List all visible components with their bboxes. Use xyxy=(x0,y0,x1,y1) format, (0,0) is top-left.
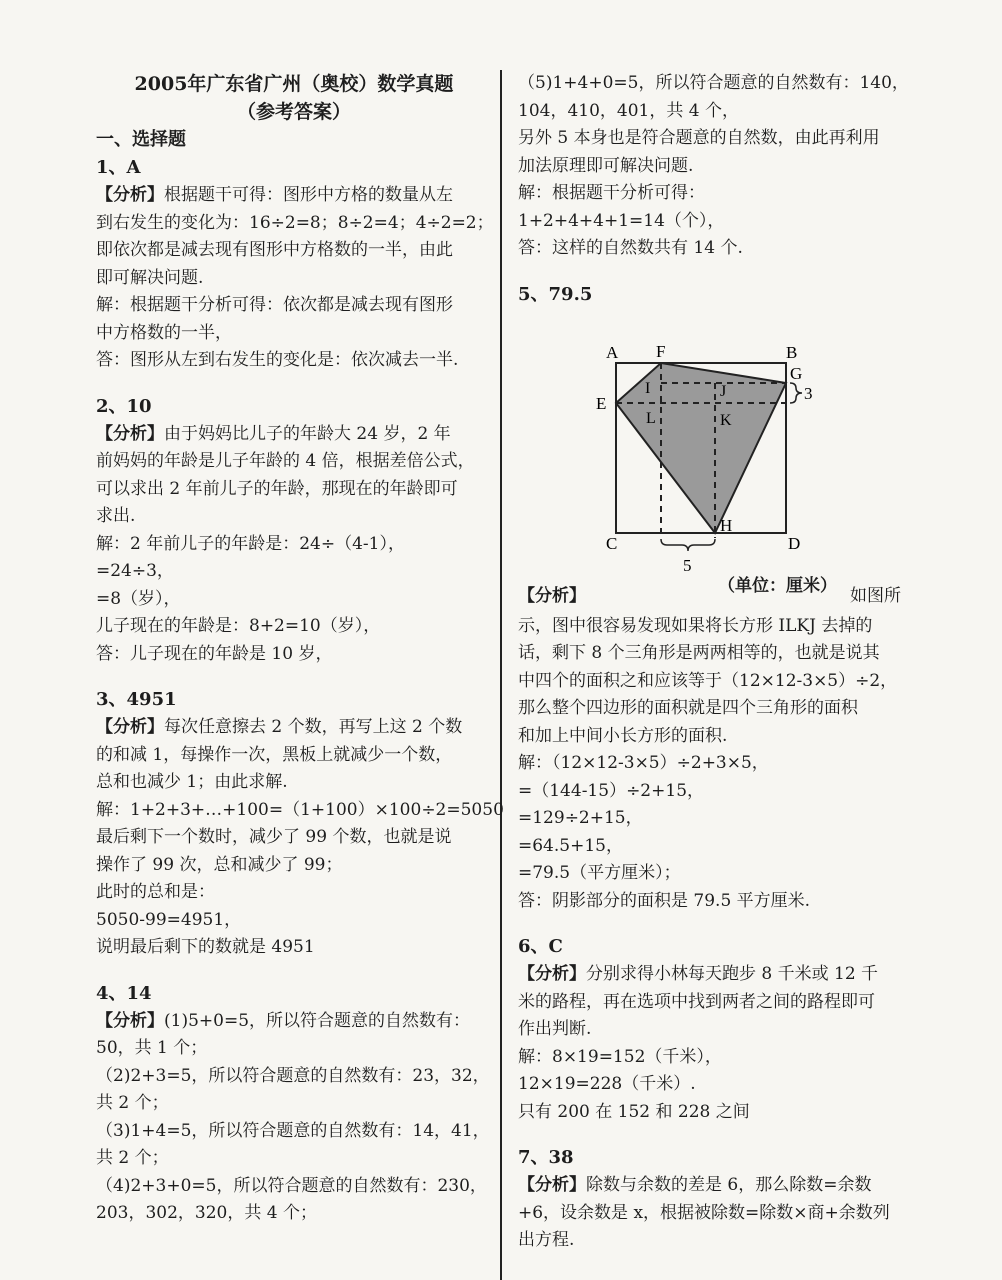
analysis-tag: 【分析】 xyxy=(96,423,164,444)
question-5-heading: 5、79.5 xyxy=(518,283,593,305)
text-line xyxy=(518,208,913,236)
text-line xyxy=(518,778,913,806)
page-subtitle: （参考答案） xyxy=(236,101,351,123)
text-line xyxy=(518,833,913,861)
line-text: 1+2+4+4+1=14（个）， xyxy=(518,210,725,231)
line-text: 答：阴影部分的面积是 79.5 平方厘米. xyxy=(518,890,811,911)
text-line xyxy=(518,1099,913,1127)
line-text: 104，410，401，共 4 个， xyxy=(518,100,739,121)
line-text: 的和减 1，每操作一次，黑板上就减少一个数， xyxy=(96,744,453,765)
text-line xyxy=(96,320,492,348)
line-text: =64.5+15， xyxy=(518,835,623,856)
text-line xyxy=(518,1044,913,1072)
line-text: 示，图中很容易发现如果将长方形 ILKJ 去掉的 xyxy=(518,615,873,636)
line-text: 儿子现在的年龄是：8+2=10（岁）， xyxy=(96,616,381,636)
text-line xyxy=(96,934,492,962)
brace-5 xyxy=(661,539,715,551)
question-4-heading: 4、14 xyxy=(96,982,152,1004)
line-text: (1)5+0=5，所以符合题意的自然数有： xyxy=(164,1010,471,1031)
label-h: H xyxy=(720,515,733,535)
brace-3 xyxy=(790,383,802,403)
text-line xyxy=(96,879,492,907)
text-line xyxy=(518,1172,913,1200)
label-l: L xyxy=(646,409,656,427)
text-line xyxy=(96,1090,492,1118)
label-g: G xyxy=(790,363,803,383)
text-line xyxy=(96,1145,492,1173)
square-diagram xyxy=(518,313,913,613)
line-text: 即依次都是减去现有图形中方格数的一半，由此 xyxy=(96,240,453,260)
text-line xyxy=(518,888,913,916)
question-5-body xyxy=(518,613,913,916)
figure-unit-label: （单位：厘米） xyxy=(718,575,837,596)
text-line xyxy=(518,153,913,181)
question-6-body xyxy=(518,961,913,1126)
line-text: 和加上中间小长方形的面积. xyxy=(518,725,728,746)
line-text: 到右发生的变化为：16÷2=8；8÷2=4；4÷2=2； xyxy=(96,212,494,233)
line-text: 5050-99=4951， xyxy=(96,909,242,930)
text-line xyxy=(96,641,492,669)
label-k: K xyxy=(720,411,732,429)
text-line xyxy=(518,1227,913,1255)
text-line xyxy=(518,860,913,888)
line-text: （4)2+3+0=5，所以符合题意的自然数有：230， xyxy=(96,1175,487,1196)
line-text: 米的路程，再在选项中找到两者之间的路程即可 xyxy=(518,991,875,1012)
text-line xyxy=(96,292,492,320)
line-text: 可以求出 2 年前儿子的年龄，那现在的年龄即可 xyxy=(96,478,458,499)
text-line xyxy=(96,1008,492,1036)
figure-analysis-tag: 【分析】 xyxy=(518,585,586,606)
text-line xyxy=(96,1200,492,1228)
line-text: 加法原理即可解决问题. xyxy=(518,155,694,176)
text-line xyxy=(96,824,492,852)
line-text: 除数与余数的差是 6，那么除数=余数 xyxy=(586,1175,872,1195)
question-3-body xyxy=(96,714,504,962)
line-text: 出方程. xyxy=(518,1230,575,1250)
question-4-continued-body xyxy=(518,70,913,263)
line-text: 另外 5 本身也是符合题意的自然数，由此再利用 xyxy=(518,128,880,148)
label-e: E xyxy=(596,393,607,413)
line-text: +6，设余数是 x，根据被除数=除数×商+余数列 xyxy=(518,1202,890,1223)
text-line xyxy=(518,989,913,1017)
line-text: 求出. xyxy=(96,506,136,526)
line-text: 总和也减少 1；由此求解. xyxy=(96,772,288,792)
line-text: 答：图形从左到右发生的变化是：依次减去一半. xyxy=(96,350,459,370)
text-line xyxy=(96,347,492,375)
line-text: =8（岁）， xyxy=(96,588,181,609)
line-text: （2)2+3=5，所以符合题意的自然数有：23，32， xyxy=(96,1065,490,1086)
text-line xyxy=(518,695,913,723)
section-heading: 一、选择题 xyxy=(96,129,186,150)
line-text: （5)1+4+0=5，所以符合题意的自然数有：140， xyxy=(518,73,909,93)
dimension-5: 5 xyxy=(683,555,692,575)
analysis-tag: 【分析】 xyxy=(518,1175,586,1195)
text-line xyxy=(518,750,913,778)
text-line xyxy=(96,237,492,265)
figure-caption-lead: 如图所 xyxy=(850,585,901,606)
line-text: 共 2 个； xyxy=(96,1093,169,1113)
text-line xyxy=(518,180,913,208)
text-line xyxy=(518,1200,913,1228)
question-1-body xyxy=(96,182,492,375)
label-b: B xyxy=(786,342,798,362)
shaded-quadrilateral xyxy=(616,363,786,533)
line-text: 解：2 年前儿子的年龄是：24÷（4-1）， xyxy=(96,533,405,554)
label-a: A xyxy=(606,342,619,362)
text-line xyxy=(518,98,913,126)
text-line xyxy=(96,769,492,797)
text-line xyxy=(96,1173,492,1201)
text-line xyxy=(96,421,492,449)
text-line xyxy=(96,714,492,742)
text-line xyxy=(96,797,504,825)
question-2-body xyxy=(96,421,492,669)
analysis-tag: 【分析】 xyxy=(518,964,586,984)
question-3-heading: 3、4951 xyxy=(96,689,177,710)
line-text: 解：根据题干分析可得：依次都是减去现有图形 xyxy=(96,295,453,315)
text-line xyxy=(96,742,492,770)
question-4-body xyxy=(96,1008,492,1228)
text-line xyxy=(518,723,913,751)
text-line xyxy=(518,961,913,989)
text-line xyxy=(96,210,492,238)
dimension-3: 3 xyxy=(804,383,813,403)
line-text: 解：（12×12-3×5）÷2+3×5， xyxy=(518,753,769,773)
line-text: =（144-15）÷2+15， xyxy=(518,780,705,801)
text-line xyxy=(96,531,492,559)
line-text: 由于妈妈比儿子的年龄大 24 岁，2 年 xyxy=(164,423,451,444)
line-text: 操作了 99 次，总和减少了 99； xyxy=(96,854,343,875)
line-text: =24÷3， xyxy=(96,561,174,581)
text-line xyxy=(96,852,492,880)
text-line xyxy=(518,235,913,263)
label-i: I xyxy=(645,379,651,397)
analysis-tag: 【分析】 xyxy=(96,1010,164,1031)
text-line xyxy=(96,1063,492,1091)
line-text: 答：这样的自然数共有 14 个. xyxy=(518,238,743,258)
question-7-heading: 7、38 xyxy=(518,1147,574,1168)
text-line xyxy=(518,668,913,696)
label-j: J xyxy=(720,382,727,400)
line-text: 中方格数的一半， xyxy=(96,322,232,343)
line-text: （3)1+4=5，所以符合题意的自然数有：14，41， xyxy=(96,1120,490,1141)
text-line xyxy=(518,1071,913,1099)
line-text: 前妈妈的年龄是儿子年龄的 4 倍，根据差倍公式， xyxy=(96,451,475,471)
text-line xyxy=(96,558,492,586)
line-text: =129÷2+15， xyxy=(518,808,643,828)
column-divider xyxy=(500,70,502,1280)
line-text: 答：儿子现在的年龄是 10 岁， xyxy=(96,643,333,664)
line-text: 12×19=228（千米）. xyxy=(518,1074,696,1094)
text-line xyxy=(96,265,492,293)
line-text: 话，剩下 8 个三角形是两两相等的，也就是说其 xyxy=(518,643,880,663)
text-line xyxy=(518,613,913,641)
question-1-heading: 1、A xyxy=(96,157,141,178)
line-text: 每次任意擦去 2 个数，再写上这 2 个数 xyxy=(164,717,463,737)
text-line xyxy=(96,907,492,935)
line-text: 那么整个四边形的面积就是四个三角形的面积 xyxy=(518,698,858,718)
line-text: 说明最后剩下的数就是 4951 xyxy=(96,937,315,957)
text-line xyxy=(96,613,492,641)
line-text: 此时的总和是： xyxy=(96,882,215,902)
line-text: =79.5（平方厘米）； xyxy=(518,863,681,883)
text-line xyxy=(96,1118,492,1146)
question-2-heading: 2、10 xyxy=(96,395,152,417)
line-text: 中四个的面积之和应该等于（12×12-3×5）÷2， xyxy=(518,670,898,691)
line-text: 203，302，320，共 4 个； xyxy=(96,1203,317,1223)
text-line xyxy=(96,448,492,476)
text-line xyxy=(96,182,492,210)
label-c: C xyxy=(606,533,618,553)
page-title: 2005年广东省广州（奥校）数学真题 xyxy=(134,73,454,95)
line-text: 解：根据题干分析可得： xyxy=(518,183,705,203)
text-line xyxy=(518,1016,913,1044)
line-text: 解：8×19=152（千米）， xyxy=(518,1046,722,1067)
right-column xyxy=(518,70,913,1255)
label-f: F xyxy=(656,341,666,361)
line-text: 作出判断. xyxy=(518,1019,592,1039)
line-text: 最后剩下一个数时，减少了 99 个数，也就是说 xyxy=(96,827,452,847)
analysis-tag: 【分析】 xyxy=(96,717,164,737)
line-text: 根据题干可得：图形中方格的数量从左 xyxy=(164,185,453,205)
line-text: 即可解决问题. xyxy=(96,267,204,288)
line-text: 分别求得小林每天跑步 8 千米或 12 千 xyxy=(586,964,879,984)
text-line xyxy=(518,125,913,153)
text-line xyxy=(518,805,913,833)
text-line xyxy=(96,503,492,531)
text-line xyxy=(518,70,913,98)
text-line xyxy=(96,1035,492,1063)
text-line xyxy=(518,640,913,668)
text-line xyxy=(96,476,492,504)
left-column xyxy=(96,70,504,1228)
question-7-body xyxy=(518,1172,913,1255)
geometry-figure xyxy=(518,313,913,613)
text-line xyxy=(96,586,492,614)
analysis-tag: 【分析】 xyxy=(96,185,164,205)
line-text: 共 2 个； xyxy=(96,1148,169,1168)
line-text: 50，共 1 个； xyxy=(96,1038,208,1058)
line-text: 解：1+2+3+…+100=（1+100）×100÷2=5050 xyxy=(96,799,504,820)
label-d: D xyxy=(788,533,801,553)
question-6-heading: 6、C xyxy=(518,936,563,957)
line-text: 只有 200 在 152 和 228 之间 xyxy=(518,1101,750,1122)
